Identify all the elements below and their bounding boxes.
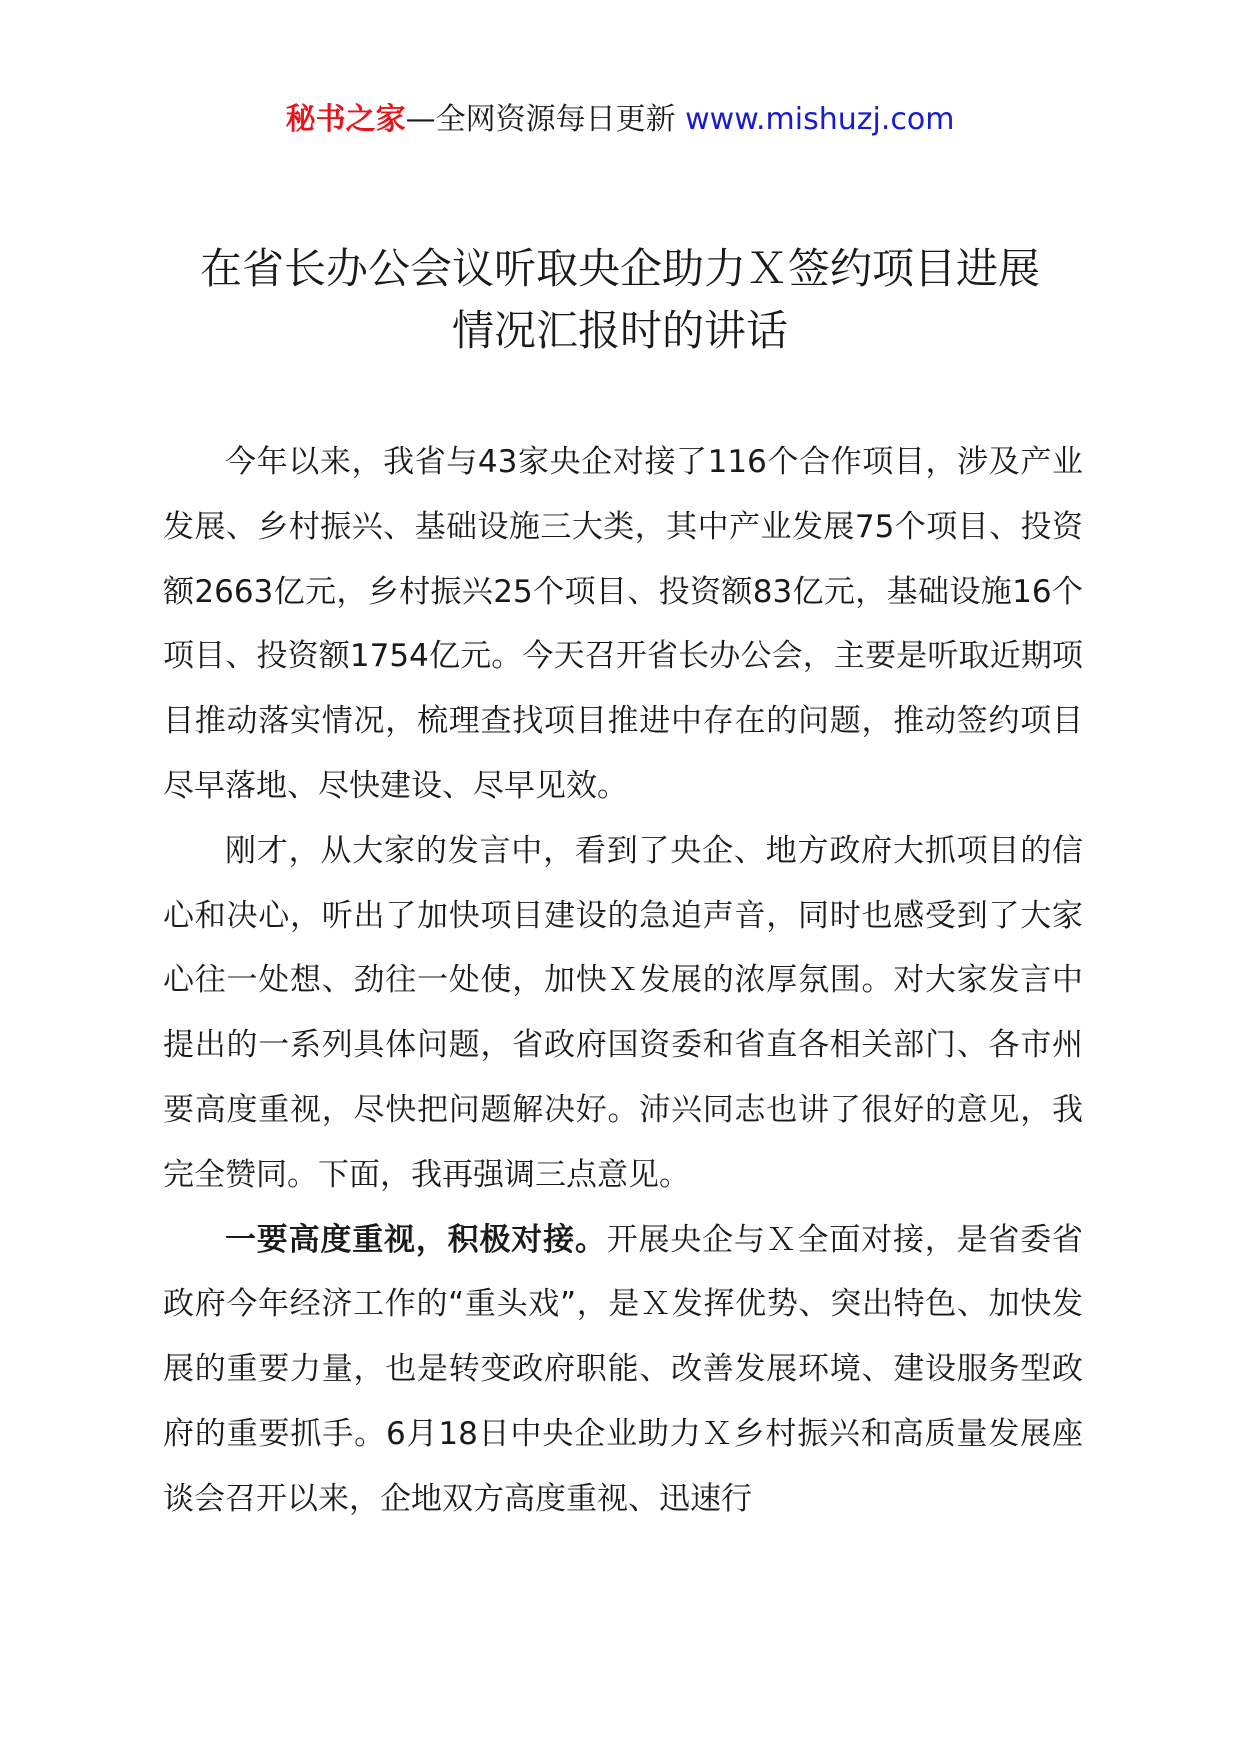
title-line-2: 情况汇报时的讲话 <box>451 306 788 355</box>
site-url[interactable]: www.mishuzj.com <box>685 102 955 137</box>
paragraph-3-lead: 一要高度重视，积极对接。 <box>225 1221 607 1258</box>
site-tagline: —全网资源每日更新 <box>405 102 686 137</box>
paragraph-1 <box>163 430 1083 819</box>
paragraph-1-text: 今年以来，我省与43家央企对接了116个合作项目，涉及产业发展、乡村振兴、基础设施三大类，其中产业发展75个项目、投资额2663亿元，乡村振兴25个项目、投资额83亿元，基础设施16个项目、投资额1754亿元。今天召开省长办公会，主要是听取近期项目推动落实情况，梳理查找项目推进中存在的问题，推动签约项目尽早落地、尽快建设、尽早见效。 <box>163 444 1083 804</box>
paragraph-3 <box>163 1208 1083 1532</box>
paragraph-2 <box>163 819 1083 1208</box>
paragraph-2-text: 刚才，从大家的发言中，看到了央企、地方政府大抓项目的信心和决心，听出了加快项目建设的急迫声音，同时也感受到了大家心往一处想、劲往一处使，加快Ｘ发展的浓厚氛围。对大家发言中提出的一系列具体问题，省政府国资委和省直各相关部门、各市州要高度重视，尽快把问题解决好。沛兴同志也讲了很好的意见，我完全赞同。下面，我再强调三点意见。 <box>163 832 1083 1193</box>
site-brand: 秘书之家 <box>285 102 406 137</box>
document-title <box>150 238 1090 362</box>
document-body <box>163 430 1083 1532</box>
title-line-1: 在省长办公会议听取央企助力Ｘ签约项目进展 <box>199 244 1040 293</box>
site-header <box>0 100 1240 140</box>
paragraph-3-text: 开展央企与Ｘ全面对接，是省委省政府今年经济工作的“重头戏”，是Ｘ发挥优势、突出特色、加快发展的重要力量，也是转变政府职能、改善发展环境、建设服务型政府的重要抓手。6月18日中央企业助力Ｘ乡村振兴和高质量发展座谈会召开以来，企地双方高度重视、迅速行 <box>163 1221 1084 1517</box>
